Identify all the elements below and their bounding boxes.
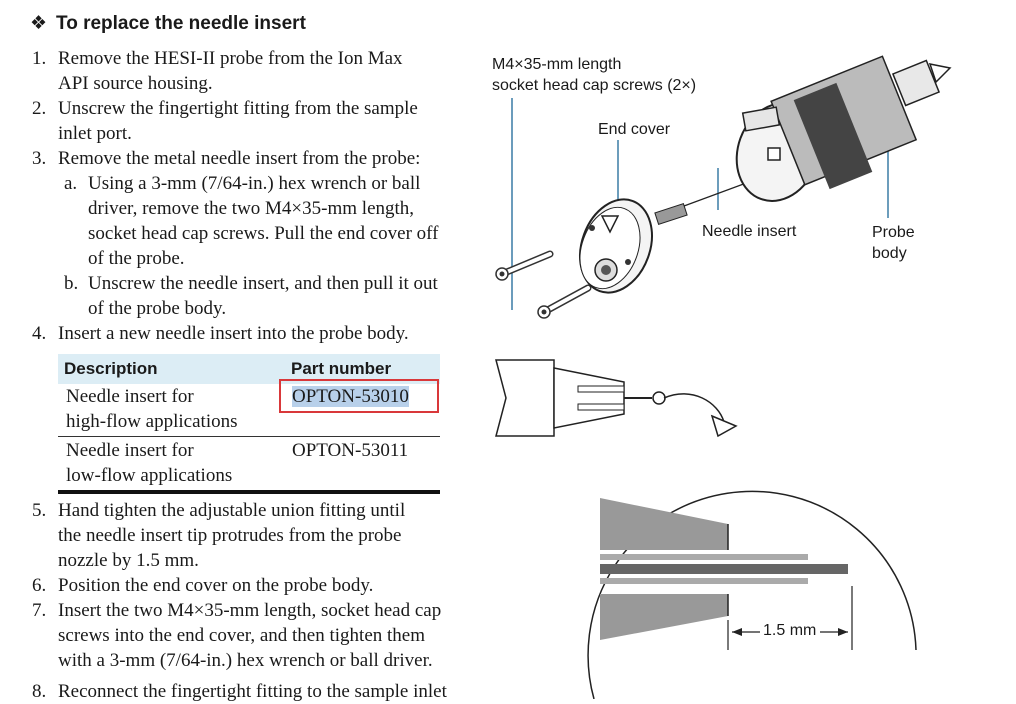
highlight-box bbox=[279, 379, 439, 413]
step-text: Position the end cover on the probe body. bbox=[58, 575, 374, 596]
column-header-part-number: Part number bbox=[291, 359, 392, 378]
step-text: Hand tighten the adjustable union fitting until bbox=[58, 500, 406, 521]
step-number: 7. bbox=[32, 600, 47, 621]
description-cell: high-flow applications bbox=[66, 411, 238, 432]
step-text: Reconnect the fingertight fitting to the sample inlet bbox=[58, 681, 447, 702]
probe-body-part bbox=[723, 56, 950, 212]
needle-tip-detail-figure bbox=[492, 350, 932, 699]
substep-text: driver, remove the two M4×35-mm length, bbox=[88, 198, 415, 219]
selected-part-number[interactable]: OPTON-53010 bbox=[292, 386, 409, 407]
step-text: the needle insert tip protrudes from the probe bbox=[58, 525, 402, 546]
substep-text: of the probe. bbox=[88, 248, 185, 269]
probe-body-label: body bbox=[872, 245, 907, 262]
part-number-cell[interactable]: OPTON-53011 bbox=[292, 440, 409, 461]
step-number: 2. bbox=[32, 98, 47, 119]
needle-insert-label: Needle insert bbox=[702, 223, 797, 240]
substep-text: Using a 3-mm (7/64-in.) hex wrench or ball bbox=[88, 173, 421, 194]
step-text: screws into the end cover, and then tighten them bbox=[58, 625, 425, 646]
step-text: nozzle by 1.5 mm. bbox=[58, 550, 199, 571]
substep-letter: a. bbox=[64, 173, 78, 194]
end-cover-label: End cover bbox=[598, 121, 671, 138]
step-number: 1. bbox=[32, 48, 47, 69]
probe-body-label: Probe bbox=[872, 224, 915, 241]
probe-exploded-figure bbox=[488, 48, 958, 328]
row-divider bbox=[58, 436, 440, 437]
table-bottom-rule bbox=[58, 490, 440, 494]
description-cell: low-flow applications bbox=[66, 465, 233, 486]
step-number: 4. bbox=[32, 323, 47, 344]
substep-text: of the probe body. bbox=[88, 298, 227, 319]
step-text: API source housing. bbox=[58, 73, 213, 94]
end-cover-part bbox=[568, 189, 665, 302]
step-text: Remove the HESI-II probe from the Ion Max bbox=[58, 48, 403, 69]
description-cell: Needle insert for bbox=[66, 440, 194, 461]
section-heading bbox=[30, 12, 306, 35]
substep-letter: b. bbox=[64, 273, 79, 294]
diamond-bullet-icon: ❖ bbox=[30, 13, 48, 34]
column-header-description: Description bbox=[64, 359, 158, 378]
substep-text: Unscrew the needle insert, and then pull it out bbox=[88, 273, 438, 294]
screws-label: socket head cap screws (2×) bbox=[492, 77, 697, 94]
step-text: with a 3-mm (7/64-in.) hex wrench or ball driver. bbox=[58, 650, 433, 671]
step-number: 6. bbox=[32, 575, 47, 596]
needle-tip-detail-drawing bbox=[492, 350, 932, 699]
screws-label: M4×35-mm length bbox=[492, 56, 622, 73]
step-text: Insert the two M4×35-mm length, socket head cap bbox=[58, 600, 442, 621]
step-number: 3. bbox=[32, 148, 47, 169]
substep-text: socket head cap screws. Pull the end cover off bbox=[88, 223, 439, 244]
dimension-label: 1.5 mm bbox=[763, 622, 817, 639]
section-title: To replace the needle insert bbox=[56, 13, 306, 34]
step-text: Remove the metal needle insert from the probe: bbox=[58, 148, 421, 169]
description-cell: Needle insert for bbox=[66, 386, 194, 407]
step-text: Unscrew the fingertight fitting from the sample bbox=[58, 98, 418, 119]
step-number: 5. bbox=[32, 500, 47, 521]
step-number: 8. bbox=[32, 681, 47, 702]
screw-icon bbox=[538, 288, 588, 318]
step-text: inlet port. bbox=[58, 123, 132, 144]
screw-icon bbox=[496, 254, 550, 280]
step-text: Insert a new needle insert into the probe body. bbox=[58, 323, 409, 344]
